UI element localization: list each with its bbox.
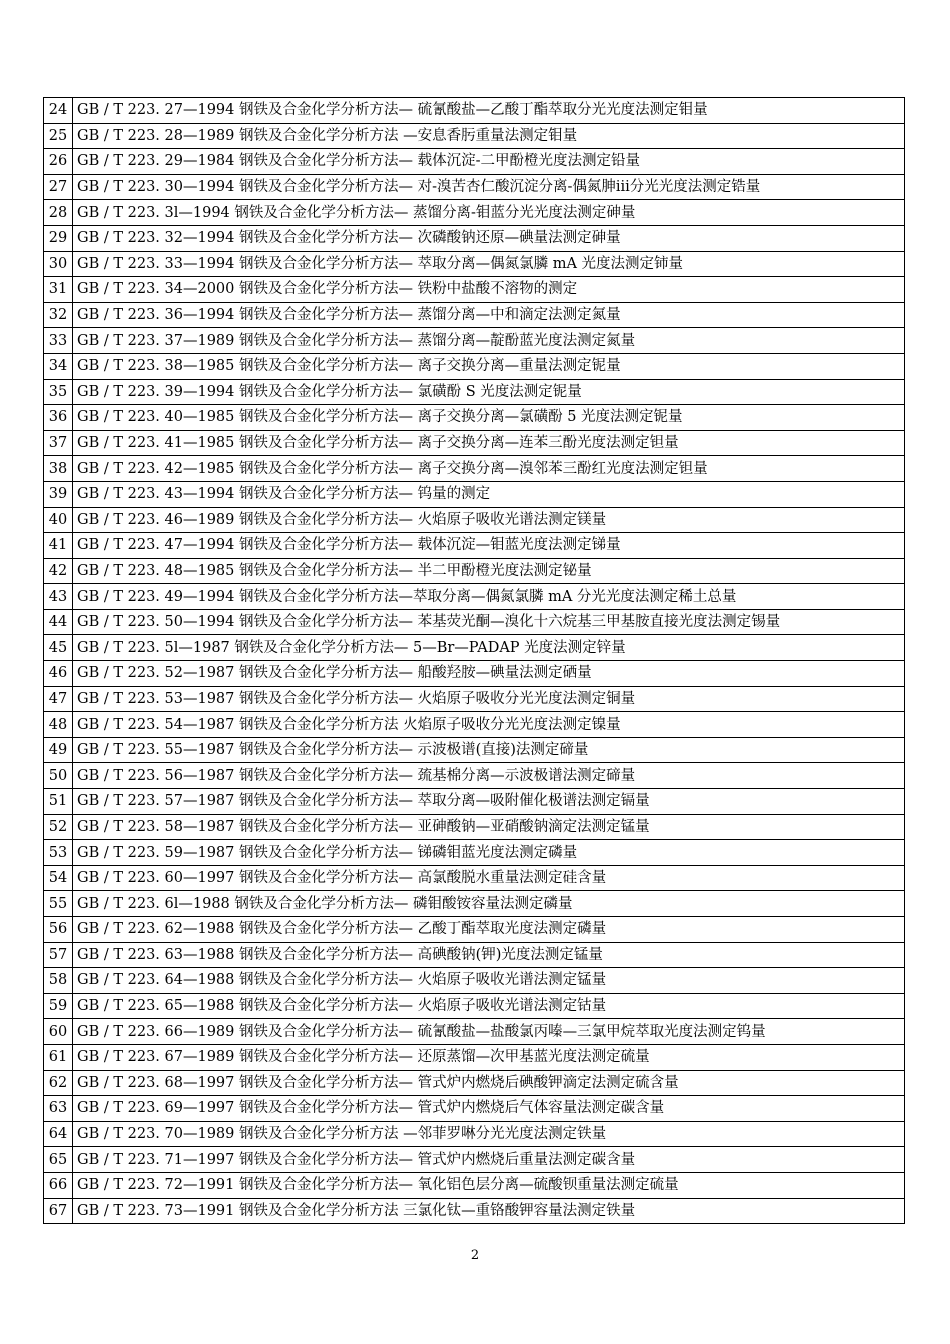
standard-title-cell: GB / T 223. 28—1989 钢铁及合金化学分析方法 —安息香肟重量法测定钼量 [73,123,905,149]
standard-title-cell: GB / T 223. 39—1994 钢铁及合金化学分析方法— 氯磺酚 S 光度法测定铌量 [73,379,905,405]
row-number-cell: 50 [44,763,73,789]
table-row [44,865,905,891]
row-number-cell: 57 [44,942,73,968]
table-row [44,558,905,584]
row-number-cell: 41 [44,533,73,559]
row-number-cell: 47 [44,686,73,712]
row-number-cell: 43 [44,584,73,610]
standard-title-cell: GB / T 223. 72—1991 钢铁及合金化学分析方法— 氧化铝色层分离—硫酸钡重量法测定硫量 [73,1172,905,1198]
row-number-cell: 36 [44,405,73,431]
row-number-cell: 52 [44,814,73,840]
standard-title-cell: GB / T 223. 57—1987 钢铁及合金化学分析方法— 萃取分离—吸附催化极谱法测定镉量 [73,789,905,815]
table-row [44,507,905,533]
standard-title-cell: GB / T 223. 30—1994 钢铁及合金化学分析方法— 对-溴苦杏仁酸沉淀分离-偶氮胂ⅲ分光光度法测定锆量 [73,174,905,200]
row-number-cell: 35 [44,379,73,405]
standard-title-cell: GB / T 223. 70—1989 钢铁及合金化学分析方法 —邻菲罗啉分光光度法测定铁量 [73,1121,905,1147]
table-row [44,533,905,559]
standard-title-cell: GB / T 223. 43—1994 钢铁及合金化学分析方法— 钨量的测定 [73,481,905,507]
table-row [44,251,905,277]
table-row [44,302,905,328]
standard-title-cell: GB / T 223. 71—1997 钢铁及合金化学分析方法— 管式炉内燃烧后重量法测定碳含量 [73,1147,905,1173]
standard-title-cell: GB / T 223. 36—1994 钢铁及合金化学分析方法— 蒸馏分离—中和滴定法测定氮量 [73,302,905,328]
row-number-cell: 39 [44,481,73,507]
table-row [44,98,905,124]
row-number-cell: 58 [44,968,73,994]
row-number-cell: 48 [44,712,73,738]
table-row [44,789,905,815]
standard-title-cell: GB / T 223. 66—1989 钢铁及合金化学分析方法— 硫氰酸盐—盐酸氯丙嗪—三氯甲烷萃取光度法测定钨量 [73,1019,905,1045]
table-row [44,149,905,175]
table-row [44,328,905,354]
row-number-cell: 32 [44,302,73,328]
row-number-cell: 67 [44,1198,73,1224]
standard-title-cell: GB / T 223. 50—1994 钢铁及合金化学分析方法— 苯基荧光酮—溴化十六烷基三甲基胺直接光度法测定锡量 [73,609,905,635]
row-number-cell: 31 [44,277,73,303]
table-row [44,712,905,738]
standard-title-cell: GB / T 223. 68—1997 钢铁及合金化学分析方法— 管式炉内燃烧后碘酸钾滴定法测定硫含量 [73,1070,905,1096]
row-number-cell: 26 [44,149,73,175]
table-row [44,1044,905,1070]
standard-title-cell: GB / T 223. 52—1987 钢铁及合金化学分析方法— 船酸羟胺—碘量法测定硒量 [73,661,905,687]
row-number-cell: 65 [44,1147,73,1173]
table-row [44,481,905,507]
table-row [44,609,905,635]
table-row [44,1121,905,1147]
table-row [44,1198,905,1224]
row-number-cell: 61 [44,1044,73,1070]
table-row [44,763,905,789]
row-number-cell: 62 [44,1070,73,1096]
table-row [44,1019,905,1045]
table-row [44,353,905,379]
table-row [44,379,905,405]
table-row [44,840,905,866]
standard-title-cell: GB / T 223. 73—1991 钢铁及合金化学分析方法 三氯化钛—重铬酸钾容量法测定铁量 [73,1198,905,1224]
row-number-cell: 49 [44,737,73,763]
row-number-cell: 55 [44,891,73,917]
standard-title-cell: GB / T 223. 58—1987 钢铁及合金化学分析方法— 亚砷酸钠—亚硝酸钠滴定法测定锰量 [73,814,905,840]
standard-title-cell: GB / T 223. 29—1984 钢铁及合金化学分析方法— 载体沉淀-二甲酚橙光度法测定铅量 [73,149,905,175]
table-row [44,277,905,303]
table-row [44,814,905,840]
row-number-cell: 25 [44,123,73,149]
row-number-cell: 34 [44,353,73,379]
standard-title-cell: GB / T 223. 46—1989 钢铁及合金化学分析方法— 火焰原子吸收光谱法测定镁量 [73,507,905,533]
standard-title-cell: GB / T 223. 69—1997 钢铁及合金化学分析方法— 管式炉内燃烧后气体容量法测定碳含量 [73,1096,905,1122]
standard-title-cell: GB / T 223. 27—1994 钢铁及合金化学分析方法— 硫氰酸盐—乙酸丁酯萃取分光光度法测定钼量 [73,98,905,124]
table-row [44,174,905,200]
table-row [44,123,905,149]
table-row [44,225,905,251]
standard-title-cell: GB / T 223. 62—1988 钢铁及合金化学分析方法— 乙酸丁酯萃取光度法测定磷量 [73,917,905,943]
standard-title-cell: GB / T 223. 60—1997 钢铁及合金化学分析方法— 高氯酸脱水重量法测定硅含量 [73,865,905,891]
table-row [44,993,905,1019]
standard-title-cell: GB / T 223. 5l—1987 钢铁及合金化学分析方法— 5—Br—PADAP 光度法测定锌量 [73,635,905,661]
row-number-cell: 54 [44,865,73,891]
standard-title-cell: GB / T 223. 54—1987 钢铁及合金化学分析方法 火焰原子吸收分光光度法测定镍量 [73,712,905,738]
standard-title-cell: GB / T 223. 6l—1988 钢铁及合金化学分析方法— 磷钼酸铵容量法测定磷量 [73,891,905,917]
row-number-cell: 38 [44,456,73,482]
table-row [44,430,905,456]
row-number-cell: 24 [44,98,73,124]
standard-title-cell: GB / T 223. 56—1987 钢铁及合金化学分析方法— 巯基棉分离—示波极谱法测定碲量 [73,763,905,789]
row-number-cell: 56 [44,917,73,943]
standard-title-cell: GB / T 223. 65—1988 钢铁及合金化学分析方法— 火焰原子吸收光谱法测定钴量 [73,993,905,1019]
standard-title-cell: GB / T 223. 33—1994 钢铁及合金化学分析方法— 萃取分离—偶氮氯膦 mA 光度法测定铈量 [73,251,905,277]
standard-title-cell: GB / T 223. 38—1985 钢铁及合金化学分析方法— 离子交换分离—重量法测定铌量 [73,353,905,379]
standard-title-cell: GB / T 223. 40—1985 钢铁及合金化学分析方法— 离子交换分离—氯磺酚 5 光度法测定铌量 [73,405,905,431]
table-row [44,891,905,917]
standard-title-cell: GB / T 223. 47—1994 钢铁及合金化学分析方法— 载体沉淀—钼蓝光度法测定锑量 [73,533,905,559]
table-row [44,1096,905,1122]
row-number-cell: 66 [44,1172,73,1198]
page-number: 2 [470,1248,480,1263]
standard-title-cell: GB / T 223. 48—1985 钢铁及合金化学分析方法— 半二甲酚橙光度法测定铋量 [73,558,905,584]
standard-title-cell: GB / T 223. 34—2000 钢铁及合金化学分析方法— 铁粉中盐酸不溶物的测定 [73,277,905,303]
table-row [44,584,905,610]
table-row [44,661,905,687]
row-number-cell: 53 [44,840,73,866]
standard-title-cell: GB / T 223. 63—1988 钢铁及合金化学分析方法— 高碘酸钠(钾)光度法测定锰量 [73,942,905,968]
standard-title-cell: GB / T 223. 41—1985 钢铁及合金化学分析方法— 离子交换分离—连苯三酚光度法测定钽量 [73,430,905,456]
table-row [44,1070,905,1096]
standard-title-cell: GB / T 223. 53—1987 钢铁及合金化学分析方法— 火焰原子吸收分光光度法测定铜量 [73,686,905,712]
row-number-cell: 42 [44,558,73,584]
standard-title-cell: GB / T 223. 49—1994 钢铁及合金化学分析方法—萃取分离—偶氮氯膦 mA 分光光度法测定稀土总量 [73,584,905,610]
standard-title-cell: GB / T 223. 37—1989 钢铁及合金化学分析方法— 蒸馏分离—靛酚蓝光度法测定氮量 [73,328,905,354]
table-row [44,1147,905,1173]
row-number-cell: 63 [44,1096,73,1122]
table-row [44,917,905,943]
table-row [44,456,905,482]
standard-title-cell: GB / T 223. 32—1994 钢铁及合金化学分析方法— 次磷酸钠还原—碘量法测定砷量 [73,225,905,251]
row-number-cell: 46 [44,661,73,687]
table-row [44,405,905,431]
row-number-cell: 37 [44,430,73,456]
standard-title-cell: GB / T 223. 3l—1994 钢铁及合金化学分析方法— 蒸馏分离-钼蓝分光光度法测定砷量 [73,200,905,226]
table-row [44,737,905,763]
standards-table-body [44,98,905,1224]
row-number-cell: 44 [44,609,73,635]
row-number-cell: 45 [44,635,73,661]
row-number-cell: 59 [44,993,73,1019]
standards-table [43,97,905,1224]
row-number-cell: 27 [44,174,73,200]
table-row [44,968,905,994]
table-row [44,635,905,661]
standard-title-cell: GB / T 223. 42—1985 钢铁及合金化学分析方法— 离子交换分离—溴邻苯三酚红光度法测定钽量 [73,456,905,482]
row-number-cell: 29 [44,225,73,251]
table-row [44,942,905,968]
row-number-cell: 28 [44,200,73,226]
table-row [44,1172,905,1198]
row-number-cell: 51 [44,789,73,815]
standard-title-cell: GB / T 223. 55—1987 钢铁及合金化学分析方法— 示波极谱(直接)法测定碲量 [73,737,905,763]
row-number-cell: 30 [44,251,73,277]
row-number-cell: 60 [44,1019,73,1045]
table-row [44,686,905,712]
standard-title-cell: GB / T 223. 59—1987 钢铁及合金化学分析方法— 锑磷钼蓝光度法测定磷量 [73,840,905,866]
table-row [44,200,905,226]
row-number-cell: 40 [44,507,73,533]
standard-title-cell: GB / T 223. 64—1988 钢铁及合金化学分析方法— 火焰原子吸收光谱法测定锰量 [73,968,905,994]
standard-title-cell: GB / T 223. 67—1989 钢铁及合金化学分析方法— 还原蒸馏—次甲基蓝光度法测定硫量 [73,1044,905,1070]
row-number-cell: 33 [44,328,73,354]
row-number-cell: 64 [44,1121,73,1147]
